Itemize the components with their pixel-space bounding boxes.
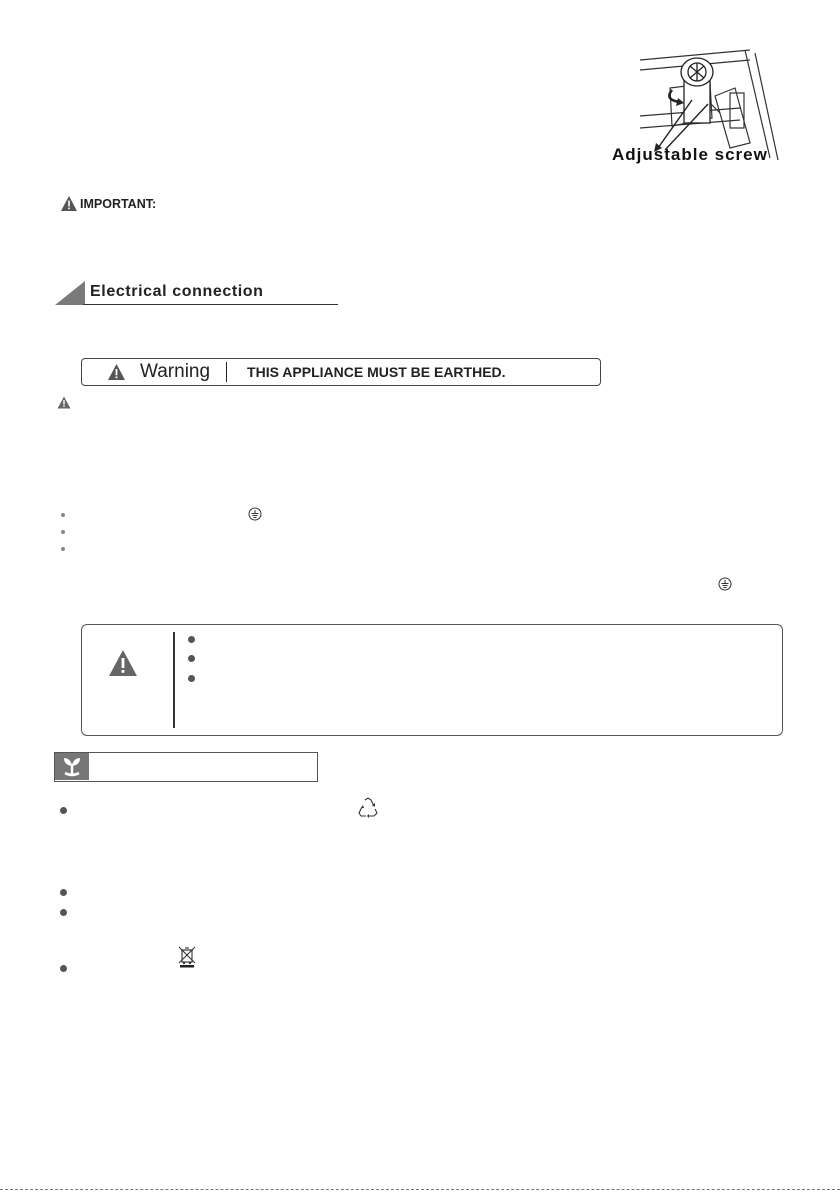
earth-symbol-icon bbox=[248, 507, 262, 521]
bullet bbox=[61, 513, 65, 517]
bullet bbox=[60, 889, 67, 896]
warning-message: THIS APPLIANCE MUST BE EARTHED. bbox=[247, 364, 506, 380]
warning-separator bbox=[226, 362, 227, 382]
crossed-bin-icon bbox=[178, 946, 196, 968]
caution-box bbox=[81, 624, 783, 736]
page-bottom-rule bbox=[0, 1189, 840, 1190]
important-note bbox=[60, 195, 156, 212]
bullet bbox=[61, 547, 65, 551]
section-underline bbox=[83, 304, 338, 305]
warning-word: Warning bbox=[140, 361, 211, 382]
environment-icon-box bbox=[55, 753, 89, 780]
bullet bbox=[61, 530, 65, 534]
environment-section-header bbox=[54, 752, 318, 782]
bullet bbox=[60, 965, 67, 972]
warning-triangle-icon bbox=[108, 649, 138, 677]
warning-triangle-icon bbox=[107, 363, 126, 381]
bullet bbox=[188, 655, 195, 662]
section-title: Electrical connection bbox=[90, 283, 264, 300]
warning-box bbox=[81, 358, 601, 386]
caution-divider bbox=[173, 632, 175, 728]
recycle-icon bbox=[357, 796, 379, 818]
bullet bbox=[60, 807, 67, 814]
important-label: IMPORTANT: bbox=[80, 196, 157, 211]
bullet bbox=[60, 909, 67, 916]
earth-symbol-icon bbox=[718, 577, 732, 591]
electrical-connection-header bbox=[55, 281, 285, 306]
plant-icon bbox=[55, 753, 89, 780]
adjustable-screw-label: Adjustable screw bbox=[612, 145, 768, 164]
bullet bbox=[188, 675, 195, 682]
warning-triangle-icon bbox=[57, 396, 71, 409]
bullet bbox=[188, 636, 195, 643]
section-triangle-icon bbox=[55, 281, 85, 305]
warning-triangle-icon bbox=[60, 195, 78, 212]
